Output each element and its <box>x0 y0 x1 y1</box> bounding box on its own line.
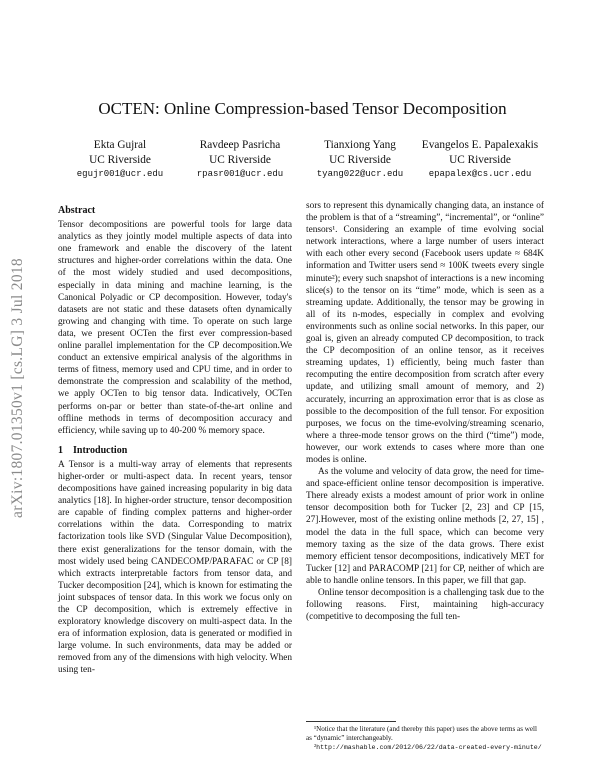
footnote-2-url[interactable]: http://mashable.com/2012/06/22/data-created-every-minute/ <box>316 744 542 751</box>
author-3 <box>300 138 420 182</box>
title-rest: : Online Compression-based Tensor Decomposition <box>155 99 507 118</box>
footnote-2 <box>306 743 544 752</box>
author-email[interactable]: rpasr001@ucr.edu <box>196 169 284 179</box>
footnotes <box>306 721 544 752</box>
author-4 <box>420 138 540 182</box>
author-email[interactable]: egujr001@ucr.edu <box>76 169 164 179</box>
author-affiliation: UC Riverside <box>449 153 511 166</box>
body-paragraph-2: As the volume and velocity of data grow, the need for time- and space-efficient online tensor decomposition is imperative. There already exists a modest amount of prior work in online tensor decomposition both for Tucker [2, 23] and CP [15, 27].However, most of the existing online methods [2, 27, 15] , model the data in the full space, which can become very memory taxing as the size of the data grows. There exist memory efficient tensor decompositions, indicatively MET for Tucker [12] and PARACOMP [21] for CP, neither of which are able to handle online tensors. In this paper, we fill that gap. <box>306 467 544 586</box>
author-1 <box>60 138 180 182</box>
introduction-heading <box>58 445 292 457</box>
right-column <box>306 200 544 623</box>
body-paragraph-3: Online tensor decomposition is a challenging task due to the following reasons. First, maintaining high-accuracy (competitive to decomposing the full ten- <box>306 588 544 623</box>
section-number: 1 <box>58 444 63 456</box>
abstract-text: Tensor decompositions are powerful tools for large data analytics as they jointly model multiple aspects of data into one framework and enable the discovery of the latent structures and higher-order correlations within the data. One of the most widely studied and used decompositions, especially in data mining and machine learning, is the Canonical Polyadic or CP decomposition. However, today's datasets are not static and these datasets often dynamically growing and changing with time. To operate on such large data, we present OCTen the first ever compression-based online parallel implementation for the CP decomposition.We conduct an extensive empirical analysis of the algorithms in terms of fitness, memory used and CPU time, and in order to demonstrate the compression and scalability of the method, we apply OCTen to big tensor data. Indicatively, OCTen performs on-par or better than state-of-the-art online and offline methods in terms of decomposition accuracy and efficiency, while saving up to 40-200 % memory space. <box>58 220 292 436</box>
author-block <box>60 138 540 182</box>
author-name: Ekta Gujral <box>93 139 147 151</box>
section-heading-text: Introduction <box>73 444 128 456</box>
body-paragraph-1: sors to represent this dynamically changing data, an instance of the problem is that of a “streaming”, “incremental”, or “online” tensors¹. Considering an example of time evolving social network interactions, where a large number of users interact with each other every second (Facebook users update ≈ 684K information and Twitter users send ≈ 100K tweets every single minute²); every such snapshot of interactions is a new incoming slice(s) to the tensor on its “time” mode, which is seen as a streaming update. Additionally, the tensor may be growing in all of its n-modes, especially in complex and evolving environments such as online social networks. In this paper, our goal is, given an already computed CP decomposition, to track the CP decomposition of an online tensor, as it receives streaming updates, 1) efficiently, being much faster than recomputing the entire decomposition from scratch after every update, and utilizing small amount of memory, and 2) accurately, incurring an approximation error that is as close as possible to the decomposition of the full tensor. For exposition purposes, we focus on the time-evolving/streaming scenario, where a three-mode tensor grows on the third (“time”) mode, however, our work extends to cases where more than one modes is online. <box>306 201 544 465</box>
left-column <box>58 205 292 677</box>
title-prefix: OCT <box>98 99 133 118</box>
author-name: Tianxiong Yang <box>324 139 396 151</box>
author-affiliation: UC Riverside <box>209 153 271 166</box>
author-email[interactable]: tyang022@ucr.edu <box>316 169 404 179</box>
footnote-rule <box>306 721 396 722</box>
author-2 <box>180 138 300 182</box>
author-email[interactable]: epapalex@cs.ucr.edu <box>428 169 532 179</box>
footnote-2-marker: ² <box>314 743 317 751</box>
introduction-text: A Tensor is a multi-way array of elements that represents higher-order or multi-aspect data. In recent years, tensor decompositions have gained increasing popularity in big data analytics [18]. In higher-order structure, tensor decomposition are capable of finding complex patterns and higher-order correlations within the data. Corresponding to matrix factorization tools like SVD (Singular Value Decomposition), there exist generalizations for the tensor domain, with the most widely used being CANDECOMP/PARAFAC or CP [8] which extracts interpretable factors from tensor data, and Tucker decomposition [24], which is known for estimating the joint subspaces of tensor data. In this work we focus only on the CP decomposition, which is extremely effective in exploratory knowledge discovery on multi-aspect data. In the era of information explosion, data is generated or modified in large volume. In such environments, data may be added or removed from any of the dimensions with high velocity. When using ten- <box>58 459 292 676</box>
author-affiliation: UC Riverside <box>89 153 151 166</box>
author-affiliation: UC Riverside <box>329 153 391 166</box>
title-smallcaps: EN <box>132 99 155 118</box>
paper-title <box>60 99 545 119</box>
arxiv-stamp-column <box>3 188 33 588</box>
author-name: Evangelos E. Papalexakis <box>421 139 539 151</box>
arxiv-stamp[interactable]: arXiv:1807.01350v1 [cs.LG] 3 Jul 2018 <box>9 258 26 518</box>
abstract-heading: Abstract <box>58 205 96 216</box>
footnote-1: ¹Notice that the literature (and thereby this paper) uses the above terms as well as “dynamic” interchangeably. <box>306 725 537 742</box>
author-name: Ravdeep Pasricha <box>199 139 281 151</box>
